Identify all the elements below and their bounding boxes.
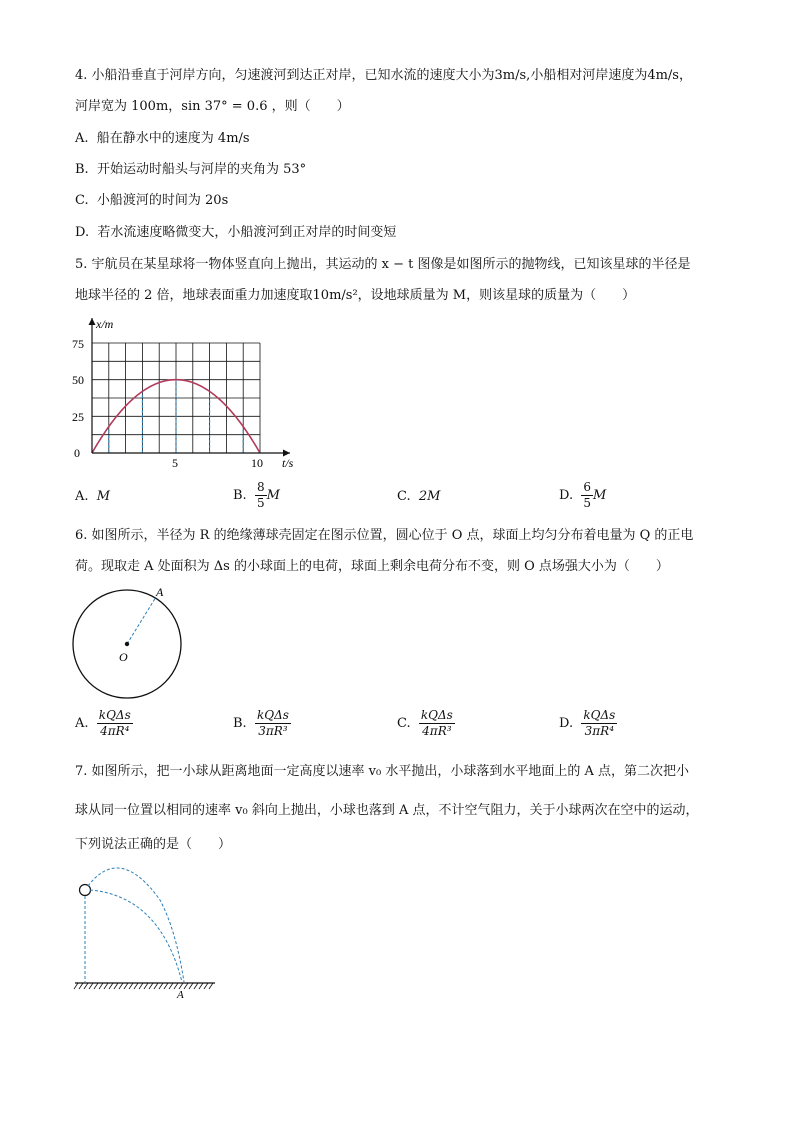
hatch-line <box>119 983 123 989</box>
ground-hatching <box>74 983 213 989</box>
hatch-line <box>189 983 193 989</box>
q5-option-c[interactable]: C. 2M <box>397 489 441 504</box>
radius-dashed-line <box>127 597 156 644</box>
q7-stem-line3: 下列说法正确的是（ ） <box>75 837 232 852</box>
q5-option-d[interactable]: D. $\frac{6}{5}$ M <box>559 480 607 510</box>
hatch-line <box>164 983 168 989</box>
x-tick-label-10: 10 <box>251 456 263 470</box>
q6-option-a[interactable]: A. $\frac{\text{kQΔs}}{\text{4πR⁴}}$ <box>75 708 131 738</box>
label-a: A <box>156 585 164 599</box>
q5-option-a[interactable]: A. M <box>75 489 111 504</box>
q4-option-d[interactable]: D. 若水流速度略微变大，小船渡河到正对岸的时间变短 <box>75 225 397 240</box>
hatch-line <box>114 983 118 989</box>
hatch-line <box>159 983 163 989</box>
y-tick-label-75: 75 <box>72 337 84 351</box>
q4-option-b[interactable]: B. 开始运动时船头与河岸的夹角为 53° <box>75 162 307 177</box>
hatch-line <box>104 983 108 989</box>
xt-chart <box>70 312 310 474</box>
hatch-line <box>79 983 83 989</box>
q4-option-a[interactable]: A. 船在静水中的速度为 4m/s <box>75 131 250 146</box>
horizontal-throw-path <box>90 890 182 982</box>
q4-option-c[interactable]: C. 小船渡河的时间为 20s <box>75 193 229 208</box>
hatch-line <box>134 983 138 989</box>
hatch-line <box>194 983 198 989</box>
label-a: A <box>177 989 184 1000</box>
hatch-line <box>129 983 133 989</box>
q7-stem-line1: 7. 如图所示，把一小球从距离地面一定高度以速率 v₀ 水平抛出，小球落到水平地面上的 A 点，第二次把小 <box>75 764 690 779</box>
hatch-line <box>144 983 148 989</box>
q6-option-c[interactable]: C. $\frac{\text{kQΔs}}{\text{4πR³}}$ <box>397 708 453 738</box>
hatch-line <box>149 983 153 989</box>
hatch-line <box>169 983 173 989</box>
q5-stem-line1: 5. 宇航员在某星球将一物体竖直向上抛出，其运动的 x − t 图像是如图所示的抛物线，已知该星球的半径是 <box>75 257 691 272</box>
hatch-line <box>109 983 113 989</box>
center-point <box>125 642 129 646</box>
projectile-diagram <box>70 860 220 1000</box>
x-tick-label-5: 5 <box>172 456 178 470</box>
y-axis-label: x/m <box>96 317 114 331</box>
y-tick-label-50: 50 <box>72 373 84 387</box>
hatch-line <box>209 983 213 989</box>
q7-stem-line2: 球从同一位置以相同的速率 v₀ 斜向上抛出，小球也落到 A 点，不计空气阻力，关于小球两次在空中的运动， <box>75 803 699 818</box>
hatch-line <box>124 983 128 989</box>
q6-option-b[interactable]: B. $\frac{\text{kQΔs}}{\text{3πR³}}$ <box>233 708 289 738</box>
q5-stem-line2: 地球半径的 2 倍，地球表面重力加速度取10m/s²，设地球质量为 M，则该星球的质量为（ ） <box>75 288 636 303</box>
hatch-line <box>74 983 78 989</box>
ball <box>80 885 91 896</box>
q4-stem-line2: 河岸宽为 100m，sin 37° = 0.6 ，则（ ） <box>75 99 350 114</box>
hatch-line <box>84 983 88 989</box>
hatch-line <box>184 983 188 989</box>
hatch-line <box>94 983 98 989</box>
q6-stem-line1: 6. 如图所示，半径为 R 的绝缘薄球壳固定在图示位置，圆心位于 O 点，球面上均匀分布着电量为 Q 的正电 <box>75 528 694 543</box>
q4-stem-line1: 4. 小船沿垂直于河岸方向，匀速渡河到达正对岸，已知水流的速度大小为3m/s,小船相对河岸速度为4m/s， <box>75 68 692 83</box>
sphere-diagram <box>70 585 190 703</box>
q6-stem-line2: 荷。现取走 A 处面积为 Δs 的小球面上的电荷，球面上剩余电荷分布不变，则 O 点场强大小为（ ） <box>75 559 669 574</box>
y-tick-label-25: 25 <box>72 410 84 424</box>
q5-option-b[interactable]: B. $\frac{8}{5}$ M <box>233 480 280 510</box>
hatch-line <box>204 983 208 989</box>
hatch-line <box>89 983 93 989</box>
hatch-line <box>99 983 103 989</box>
y-tick-label-0: 0 <box>74 446 80 460</box>
hatch-line <box>199 983 203 989</box>
hatch-line <box>139 983 143 989</box>
hatch-line <box>154 983 158 989</box>
q6-option-d[interactable]: D. $\frac{\text{kQΔs}}{\text{3πR⁴}}$ <box>559 708 616 738</box>
label-o: O <box>119 650 128 664</box>
oblique-throw-path <box>88 868 184 982</box>
x-axis-label: t/s <box>282 456 294 470</box>
